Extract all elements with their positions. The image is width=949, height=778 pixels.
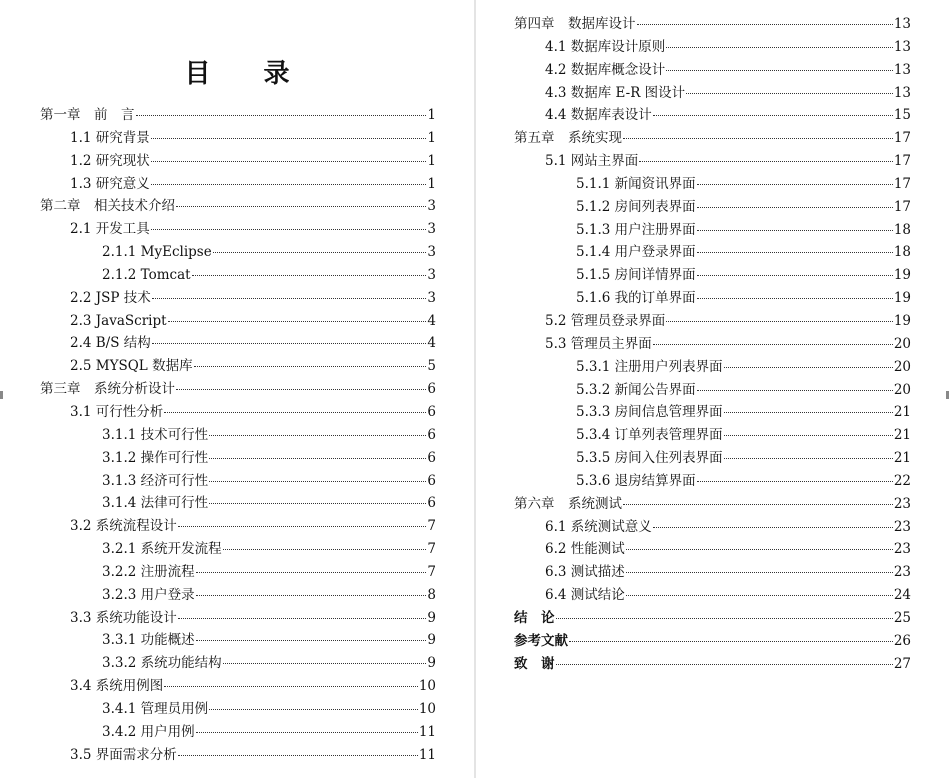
toc-entry[interactable] bbox=[0, 675, 474, 698]
toc-entry-label: 2.1.1 MyEclipse bbox=[102, 244, 212, 261]
dot-leader bbox=[623, 504, 893, 505]
toc-entry-label: 4.4 数据库表设计 bbox=[545, 107, 652, 124]
toc-entry-label: 第六章 系统测试 bbox=[514, 495, 622, 512]
dot-leader bbox=[666, 321, 893, 322]
dot-leader bbox=[151, 161, 427, 162]
toc-entry-page-number: 20 bbox=[893, 381, 911, 398]
toc-entry-label: 5.1.6 我的订单界面 bbox=[576, 290, 696, 307]
dot-leader bbox=[697, 207, 893, 208]
toc-entry[interactable] bbox=[476, 356, 949, 379]
toc-entry[interactable] bbox=[476, 13, 949, 36]
toc-entry-page-number: 1 bbox=[427, 152, 436, 169]
toc-entry-label: 3.3.1 功能概述 bbox=[102, 632, 195, 649]
dot-leader bbox=[639, 161, 893, 162]
toc-entry-label: 2.4 B/S 结构 bbox=[70, 335, 151, 352]
toc-entry-page-number: 13 bbox=[893, 84, 911, 101]
dot-leader bbox=[626, 572, 893, 573]
toc-list-left bbox=[0, 104, 474, 766]
toc-entry-page-number: 9 bbox=[427, 632, 436, 649]
toc-entry-label: 2.5 MYSQL 数据库 bbox=[70, 358, 193, 375]
toc-entry[interactable] bbox=[476, 59, 949, 82]
dot-leader bbox=[164, 686, 418, 687]
page-edge-marker-left bbox=[0, 391, 3, 399]
dot-leader bbox=[569, 641, 893, 642]
toc-entry-page-number: 4 bbox=[427, 312, 436, 329]
toc-entry-page-number: 7 bbox=[427, 541, 436, 558]
toc-entry[interactable] bbox=[476, 630, 949, 653]
dot-leader bbox=[724, 412, 893, 413]
dot-leader bbox=[176, 389, 426, 390]
toc-entry[interactable] bbox=[476, 310, 949, 333]
toc-entry-page-number: 25 bbox=[893, 609, 911, 626]
toc-entry-label: 4.2 数据库概念设计 bbox=[545, 61, 666, 78]
toc-entry-label: 3.1.4 法律可行性 bbox=[102, 495, 209, 512]
toc-entry-page-number: 3 bbox=[427, 198, 436, 215]
toc-entry[interactable] bbox=[0, 127, 474, 150]
toc-entry[interactable] bbox=[476, 653, 949, 676]
toc-entry-page-number: 18 bbox=[893, 244, 911, 261]
toc-entry-page-number: 19 bbox=[893, 312, 911, 329]
toc-entry-label: 5.1.1 新闻资讯界面 bbox=[576, 175, 696, 192]
toc-entry-page-number: 17 bbox=[893, 198, 911, 215]
toc-entry[interactable] bbox=[476, 401, 949, 424]
toc-entry-page-number: 19 bbox=[893, 267, 911, 284]
dot-leader bbox=[653, 527, 893, 528]
dot-leader bbox=[168, 321, 427, 322]
toc-entry-label: 5.3 管理员主界面 bbox=[545, 335, 652, 352]
toc-entry-page-number: 4 bbox=[427, 335, 436, 352]
toc-entry[interactable] bbox=[476, 379, 949, 402]
toc-entry[interactable] bbox=[0, 241, 474, 264]
dot-leader bbox=[626, 595, 893, 596]
toc-entry-label: 3.2.3 用户登录 bbox=[102, 586, 195, 603]
toc-entry-page-number: 8 bbox=[427, 586, 436, 603]
dot-leader bbox=[196, 595, 427, 596]
toc-entry-page-number: 21 bbox=[893, 404, 911, 421]
toc-entry-label: 5.3.1 注册用户列表界面 bbox=[576, 358, 723, 375]
toc-entry-label: 第二章 相关技术介绍 bbox=[40, 198, 175, 215]
toc-entry-label: 3.2 系统流程设计 bbox=[70, 518, 177, 535]
toc-entry-page-number: 6 bbox=[427, 403, 436, 420]
dot-leader bbox=[151, 184, 427, 185]
toc-entry[interactable] bbox=[0, 744, 474, 767]
dot-leader bbox=[151, 229, 427, 230]
dot-leader bbox=[151, 138, 427, 139]
toc-entry[interactable] bbox=[0, 447, 474, 470]
toc-entry-label: 3.3 系统功能设计 bbox=[70, 609, 177, 626]
toc-entry[interactable] bbox=[0, 538, 474, 561]
toc-entry-page-number: 3 bbox=[427, 244, 436, 261]
toc-entry[interactable] bbox=[476, 561, 949, 584]
dot-leader bbox=[697, 390, 893, 391]
dot-leader bbox=[178, 618, 427, 619]
dot-leader bbox=[697, 481, 893, 482]
toc-entry-page-number: 20 bbox=[893, 335, 911, 352]
toc-entry[interactable] bbox=[0, 584, 474, 607]
toc-entry-page-number: 1 bbox=[427, 129, 436, 146]
dot-leader bbox=[697, 298, 893, 299]
dot-leader bbox=[653, 115, 893, 116]
toc-entry-label: 5.3.6 退房结算界面 bbox=[576, 472, 696, 489]
toc-entry-page-number: 7 bbox=[427, 518, 436, 535]
toc-entry-page-number: 21 bbox=[893, 427, 911, 444]
toc-entry-label: 5.1.5 房间详情界面 bbox=[576, 267, 696, 284]
toc-entry-page-number: 1 bbox=[427, 175, 436, 192]
dot-leader bbox=[152, 298, 427, 299]
toc-entry-label: 3.5 界面需求分析 bbox=[70, 746, 177, 763]
dot-leader bbox=[697, 275, 893, 276]
toc-entry-label: 2.1.2 Tomcat bbox=[102, 266, 191, 283]
dot-leader bbox=[637, 24, 893, 25]
toc-entry-label: 3.1 可行性分析 bbox=[70, 403, 164, 420]
toc-entry-page-number: 22 bbox=[893, 472, 911, 489]
toc-entry-page-number: 23 bbox=[893, 518, 911, 535]
toc-entry-label: 5.3.5 房间入住列表界面 bbox=[576, 450, 723, 467]
toc-entry[interactable] bbox=[0, 607, 474, 630]
dot-leader bbox=[724, 367, 893, 368]
toc-entry-label: 3.2.1 系统开发流程 bbox=[102, 541, 222, 558]
toc-entry[interactable] bbox=[0, 561, 474, 584]
toc-entry-label: 2.2 JSP 技术 bbox=[70, 289, 151, 306]
dot-leader bbox=[556, 664, 893, 665]
dot-leader bbox=[196, 640, 427, 641]
toc-entry-label: 3.3.2 系统功能结构 bbox=[102, 655, 222, 672]
dot-leader bbox=[223, 549, 427, 550]
toc-entry-label: 第五章 系统实现 bbox=[514, 130, 622, 147]
toc-entry[interactable] bbox=[0, 264, 474, 287]
toc-entry[interactable] bbox=[476, 333, 949, 356]
toc-entry-label: 4.3 数据库 E-R 图设计 bbox=[545, 84, 686, 101]
toc-entry[interactable] bbox=[476, 493, 949, 516]
dot-leader bbox=[176, 206, 426, 207]
dot-leader bbox=[152, 343, 427, 344]
toc-entry-page-number: 6 bbox=[427, 381, 436, 398]
toc-entry-page-number: 6 bbox=[427, 426, 436, 443]
dot-leader bbox=[196, 572, 427, 573]
toc-entry-page-number: 13 bbox=[893, 16, 911, 32]
toc-entry[interactable] bbox=[0, 195, 474, 218]
toc-entry-page-number: 24 bbox=[893, 587, 911, 604]
toc-entry[interactable] bbox=[476, 104, 949, 127]
toc-entry-page-number: 11 bbox=[418, 746, 436, 763]
toc-entry[interactable] bbox=[0, 652, 474, 675]
toc-entry-page-number: 1 bbox=[427, 107, 436, 123]
toc-entry-label: 5.2 管理员登录界面 bbox=[545, 312, 666, 329]
toc-entry-page-number: 23 bbox=[893, 564, 911, 581]
toc-entry-page-number: 27 bbox=[893, 655, 911, 672]
dot-leader bbox=[556, 618, 893, 619]
dot-leader bbox=[209, 503, 426, 504]
toc-entry[interactable] bbox=[0, 721, 474, 744]
toc-entry[interactable] bbox=[476, 241, 949, 264]
toc-entry[interactable] bbox=[476, 196, 949, 219]
toc-entry-label: 1.3 研究意义 bbox=[70, 175, 150, 192]
toc-entry-label: 5.1.4 用户登录界面 bbox=[576, 244, 696, 261]
toc-entry-label: 第三章 系统分析设计 bbox=[40, 381, 175, 398]
toc-entry-page-number: 11 bbox=[418, 723, 436, 740]
toc-entry[interactable] bbox=[0, 287, 474, 310]
toc-entry-page-number: 21 bbox=[893, 450, 911, 467]
toc-entry-page-number: 17 bbox=[893, 175, 911, 192]
toc-entry-label: 5.3.2 新闻公告界面 bbox=[576, 381, 696, 398]
toc-entry-page-number: 6 bbox=[427, 495, 436, 512]
toc-entry-label: 5.3.4 订单列表管理界面 bbox=[576, 427, 723, 444]
dot-leader bbox=[697, 252, 893, 253]
toc-entry-label: 1.2 研究现状 bbox=[70, 152, 150, 169]
toc-entry[interactable] bbox=[0, 355, 474, 378]
toc-entry-label: 6.4 测试结论 bbox=[545, 587, 625, 604]
dot-leader bbox=[192, 275, 427, 276]
toc-entry[interactable] bbox=[0, 173, 474, 196]
toc-entry-page-number: 26 bbox=[893, 632, 911, 649]
toc-entry-page-number: 9 bbox=[427, 609, 436, 626]
toc-entry[interactable] bbox=[0, 515, 474, 538]
toc-entry[interactable] bbox=[476, 287, 949, 310]
toc-entry-page-number: 10 bbox=[418, 678, 436, 695]
dot-leader bbox=[724, 458, 893, 459]
toc-entry[interactable] bbox=[476, 516, 949, 539]
toc-entry[interactable] bbox=[476, 264, 949, 287]
toc-entry-page-number: 19 bbox=[893, 290, 911, 307]
dot-leader bbox=[724, 435, 893, 436]
toc-entry[interactable] bbox=[476, 219, 949, 242]
dot-leader bbox=[666, 70, 893, 71]
dot-leader bbox=[697, 230, 893, 231]
dot-leader bbox=[626, 549, 893, 550]
toc-entry-label: 3.2.2 注册流程 bbox=[102, 563, 195, 580]
dot-leader bbox=[178, 755, 418, 756]
toc-entry-page-number: 13 bbox=[893, 61, 911, 78]
toc-entry[interactable] bbox=[476, 584, 949, 607]
dot-leader bbox=[209, 458, 426, 459]
toc-entry[interactable] bbox=[476, 538, 949, 561]
dot-leader bbox=[209, 435, 426, 436]
toc-entry-page-number: 5 bbox=[427, 358, 436, 375]
toc-page-left bbox=[0, 0, 474, 778]
toc-entry-page-number: 6 bbox=[427, 449, 436, 466]
toc-entry[interactable] bbox=[0, 492, 474, 515]
dot-leader bbox=[178, 526, 427, 527]
toc-entry[interactable] bbox=[476, 82, 949, 105]
toc-page-right bbox=[476, 0, 949, 778]
toc-entry-label: 第一章 前 言 bbox=[40, 107, 135, 123]
dot-leader bbox=[209, 481, 426, 482]
toc-entry-label: 2.3 JavaScript bbox=[70, 312, 167, 329]
toc-entry-label: 第四章 数据库设计 bbox=[514, 16, 636, 32]
toc-entry-label: 3.4.2 用户用例 bbox=[102, 723, 195, 740]
toc-entry-page-number: 3 bbox=[427, 289, 436, 306]
toc-entry[interactable] bbox=[0, 424, 474, 447]
dot-leader bbox=[196, 732, 418, 733]
toc-entry-label: 参考文献 bbox=[514, 632, 568, 649]
toc-entry[interactable] bbox=[0, 310, 474, 333]
toc-entry-label: 结 论 bbox=[514, 609, 555, 626]
toc-entry[interactable] bbox=[476, 447, 949, 470]
toc-entry-label: 3.4.1 管理员用例 bbox=[102, 700, 209, 717]
dot-leader bbox=[666, 47, 893, 48]
dot-leader bbox=[164, 412, 426, 413]
toc-entry-page-number: 18 bbox=[893, 221, 911, 238]
toc-entry-page-number: 23 bbox=[893, 495, 911, 512]
toc-entry-page-number: 20 bbox=[893, 358, 911, 375]
dot-leader bbox=[213, 252, 427, 253]
toc-entry[interactable] bbox=[0, 470, 474, 493]
toc-entry[interactable] bbox=[0, 104, 474, 127]
toc-entry-page-number: 3 bbox=[427, 266, 436, 283]
toc-entry[interactable] bbox=[476, 127, 949, 150]
toc-entry-page-number: 17 bbox=[893, 153, 911, 170]
toc-entry-label: 5.1.3 用户注册界面 bbox=[576, 221, 696, 238]
toc-entry-page-number: 7 bbox=[427, 563, 436, 580]
toc-entry-page-number: 9 bbox=[427, 655, 436, 672]
dot-leader bbox=[194, 366, 427, 367]
toc-entry[interactable] bbox=[0, 332, 474, 355]
toc-entry-page-number: 17 bbox=[893, 130, 911, 147]
toc-entry-label: 5.1.2 房间列表界面 bbox=[576, 198, 696, 215]
toc-entry[interactable] bbox=[0, 698, 474, 721]
toc-entry-label: 5.1 网站主界面 bbox=[545, 153, 639, 170]
toc-title: 目 录 bbox=[184, 59, 312, 89]
dot-leader bbox=[209, 709, 418, 710]
toc-entry[interactable] bbox=[476, 173, 949, 196]
toc-entry-page-number: 6 bbox=[427, 472, 436, 489]
toc-entry[interactable] bbox=[0, 378, 474, 401]
toc-entry-page-number: 3 bbox=[427, 221, 436, 238]
toc-entry-label: 6.3 测试描述 bbox=[545, 564, 625, 581]
dot-leader bbox=[686, 93, 893, 94]
toc-entry[interactable] bbox=[476, 36, 949, 59]
toc-entry-page-number: 23 bbox=[893, 541, 911, 558]
toc-entry[interactable] bbox=[476, 607, 949, 630]
toc-entry-label: 致 谢 bbox=[514, 655, 555, 672]
toc-entry-page-number: 13 bbox=[893, 38, 911, 55]
toc-entry-label: 6.1 系统测试意义 bbox=[545, 518, 652, 535]
toc-list-right bbox=[476, 13, 949, 675]
dot-leader bbox=[653, 344, 893, 345]
toc-entry[interactable] bbox=[0, 401, 474, 424]
dot-leader bbox=[697, 184, 893, 185]
toc-entry[interactable] bbox=[0, 150, 474, 173]
toc-entry-label: 3.4 系统用例图 bbox=[70, 678, 164, 695]
toc-entry-label: 4.1 数据库设计原则 bbox=[545, 38, 666, 55]
toc-entry-page-number: 15 bbox=[893, 107, 911, 124]
dot-leader bbox=[136, 115, 427, 116]
toc-entry[interactable] bbox=[0, 629, 474, 652]
toc-entry-label: 3.1.3 经济可行性 bbox=[102, 472, 209, 489]
dot-leader bbox=[623, 138, 893, 139]
toc-entry[interactable] bbox=[0, 218, 474, 241]
toc-entry[interactable] bbox=[476, 424, 949, 447]
toc-entry-label: 3.1.1 技术可行性 bbox=[102, 426, 209, 443]
toc-entry-label: 6.2 性能测试 bbox=[545, 541, 625, 558]
toc-entry-label: 2.1 开发工具 bbox=[70, 221, 150, 238]
dot-leader bbox=[223, 663, 427, 664]
toc-entry[interactable] bbox=[476, 150, 949, 173]
toc-entry[interactable] bbox=[476, 470, 949, 493]
toc-entry-label: 5.3.3 房间信息管理界面 bbox=[576, 404, 723, 421]
toc-entry-page-number: 10 bbox=[418, 700, 436, 717]
toc-entry-label: 1.1 研究背景 bbox=[70, 129, 150, 146]
toc-entry-label: 3.1.2 操作可行性 bbox=[102, 449, 209, 466]
